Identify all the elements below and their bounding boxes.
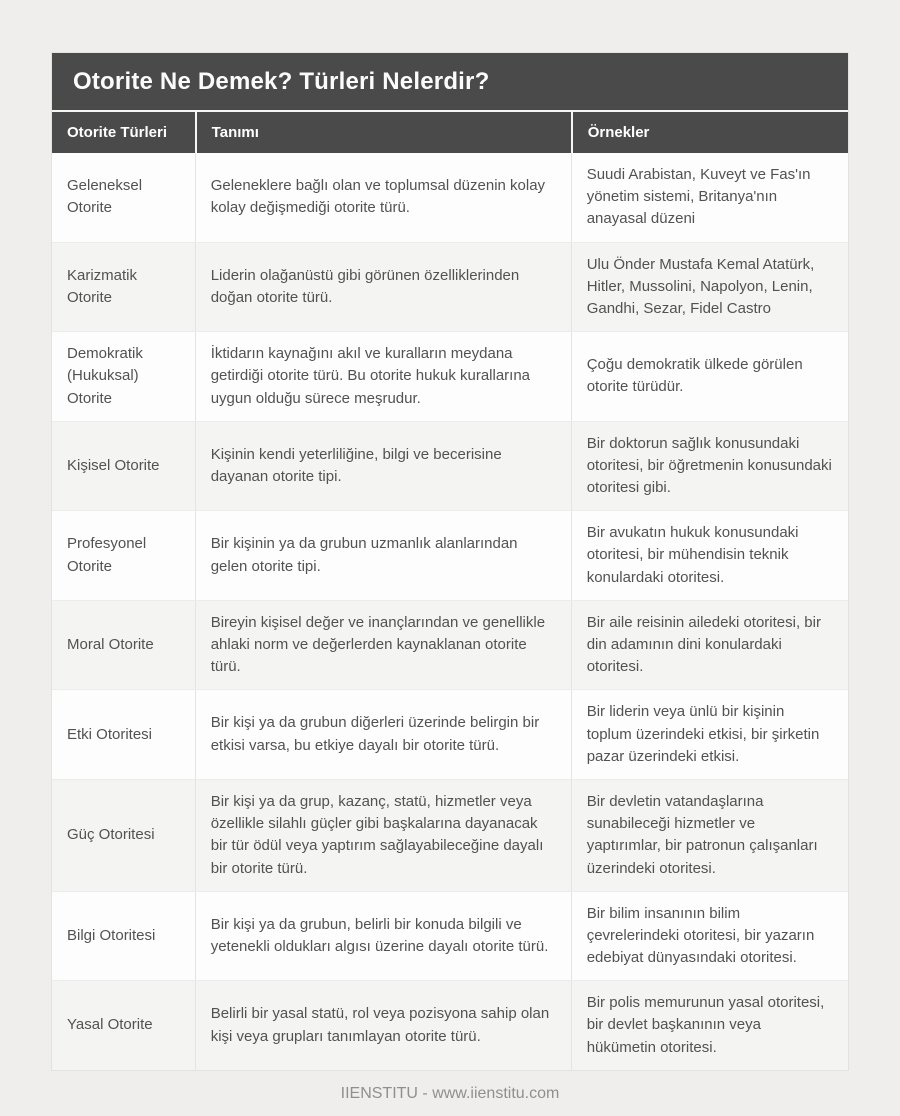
column-header-authority-types: Otorite Türleri (67, 124, 168, 141)
table-row-guc (52, 779, 848, 891)
cell-authority-type: Güç Otoritesi (67, 826, 155, 844)
column-header-definition: Tanımı (195, 112, 571, 153)
table-row-yasal (52, 980, 848, 1070)
title-bar (52, 53, 848, 110)
table-row-karizmatik (52, 242, 848, 332)
table-row-profesyonel (52, 510, 848, 600)
authority-table-card (51, 52, 849, 1071)
cell-authority-type: Profesyonel Otorite (67, 535, 147, 575)
cell-definition: Bir kişi ya da grup, kazanç, statü, hizmetler veya özellikle silahlı güçler gibi başkalarına dayanacak bir tür ödül veya yaptırım sağlayabileceğine dayalı bir otorite türü. (195, 780, 571, 891)
footer (0, 1085, 900, 1103)
table-row-etki (52, 689, 848, 779)
cell-examples: Bir avukatın hukuk konusundaki otoritesi, bir mühendisin teknik konulardaki otoritesi. (571, 511, 848, 600)
cell-examples: Bir aile reisinin ailedeki otoritesi, bir din adamının dini konulardaki otoritesi. (571, 601, 848, 690)
cell-examples: Bir devletin vatandaşlarına sunabileceği hizmetler ve yaptırımlar, bir patronun çalışanları üzerindeki otoritesi. (571, 780, 848, 891)
cell-definition: Bir kişinin ya da grubun uzmanlık alanlarından gelen otorite tipi. (195, 511, 571, 600)
footer-credit: IIENSTITU - www.iienstitu.com (340, 1084, 560, 1102)
cell-definition: Kişinin kendi yeterliliğine, bilgi ve becerisine dayanan otorite tipi. (195, 422, 571, 511)
cell-examples: Ulu Önder Mustafa Kemal Atatürk, Hitler, Mussolini, Napolyon, Lenin, Gandhi, Sezar, Fidel Castro (571, 243, 848, 332)
cell-authority-type: Moral Otorite (67, 636, 154, 653)
page-title: Otorite Ne Demek? Türleri Nelerdir? (73, 67, 490, 95)
table-row-kisisel (52, 421, 848, 511)
cell-examples: Çoğu demokratik ülkede görülen otorite türüdür. (571, 332, 848, 421)
cell-definition: İktidarın kaynağını akıl ve kuralların meydana getirdiği otorite türü. Bu otorite hukuk kurallarına uygun olduğu sürece meşrudur. (195, 332, 571, 421)
cell-examples: Bir liderin veya ünlü bir kişinin toplum üzerindeki etkisi, bir şirketin pazar üzerindeki etkisi. (571, 690, 848, 779)
cell-examples: Suudi Arabistan, Kuveyt ve Fas'ın yönetim sistemi, Britanya'nın anayasal düzeni (571, 153, 848, 242)
table-row-demokratik (52, 331, 848, 421)
table-body (52, 153, 848, 1070)
cell-definition: Bir kişi ya da grubun diğerleri üzerinde belirgin bir etkisi varsa, bu etkiye dayalı bir otorite türü. (195, 690, 571, 779)
cell-authority-type: Yasal Otorite (67, 1016, 153, 1034)
table-row-geleneksel (52, 153, 848, 242)
cell-definition: Bireyin kişisel değer ve inançlarından ve genellikle ahlaki norm ve değerlerden kaynaklanan otorite türü. (195, 601, 571, 690)
column-header-examples: Örnekler (571, 112, 848, 153)
cell-authority-type: Demokratik (Hukuksal) Otorite (67, 345, 143, 407)
cell-examples: Bir doktorun sağlık konusundaki otoritesi, bir öğretmenin konusundaki otoritesi gibi. (571, 422, 848, 511)
cell-definition: Geleneklere bağlı olan ve toplumsal düzenin kolay kolay değişmediği otorite türü. (195, 153, 571, 242)
cell-examples: Bir bilim insanının bilim çevrelerindeki otoritesi, bir yazarın edebiyat dünyasındaki otoritesi. (571, 892, 848, 981)
cell-authority-type: Karizmatik Otorite (67, 266, 138, 306)
cell-definition: Liderin olağanüstü gibi görünen özelliklerinden doğan otorite türü. (195, 243, 571, 332)
cell-authority-type: Etki Otoritesi (67, 725, 153, 743)
cell-authority-type: Geleneksel Otorite (67, 177, 143, 217)
cell-definition: Bir kişi ya da grubun, belirli bir konuda bilgili ve yetenekli oldukları algısı üzerine dayalı otorite türü. (195, 892, 571, 981)
cell-examples: Bir polis memurunun yasal otoritesi, bir devlet başkanının veya hükümetin otoritesi. (571, 981, 848, 1070)
table-header-row (52, 110, 848, 153)
cell-authority-type: Bilgi Otoritesi (67, 926, 156, 944)
cell-authority-type: Kişisel Otorite (67, 456, 160, 474)
table-row-bilgi (52, 891, 848, 981)
cell-definition: Belirli bir yasal statü, rol veya pozisyona sahip olan kişi veya grupları tanımlayan otorite türü. (195, 981, 571, 1070)
table-row-moral (52, 600, 848, 690)
